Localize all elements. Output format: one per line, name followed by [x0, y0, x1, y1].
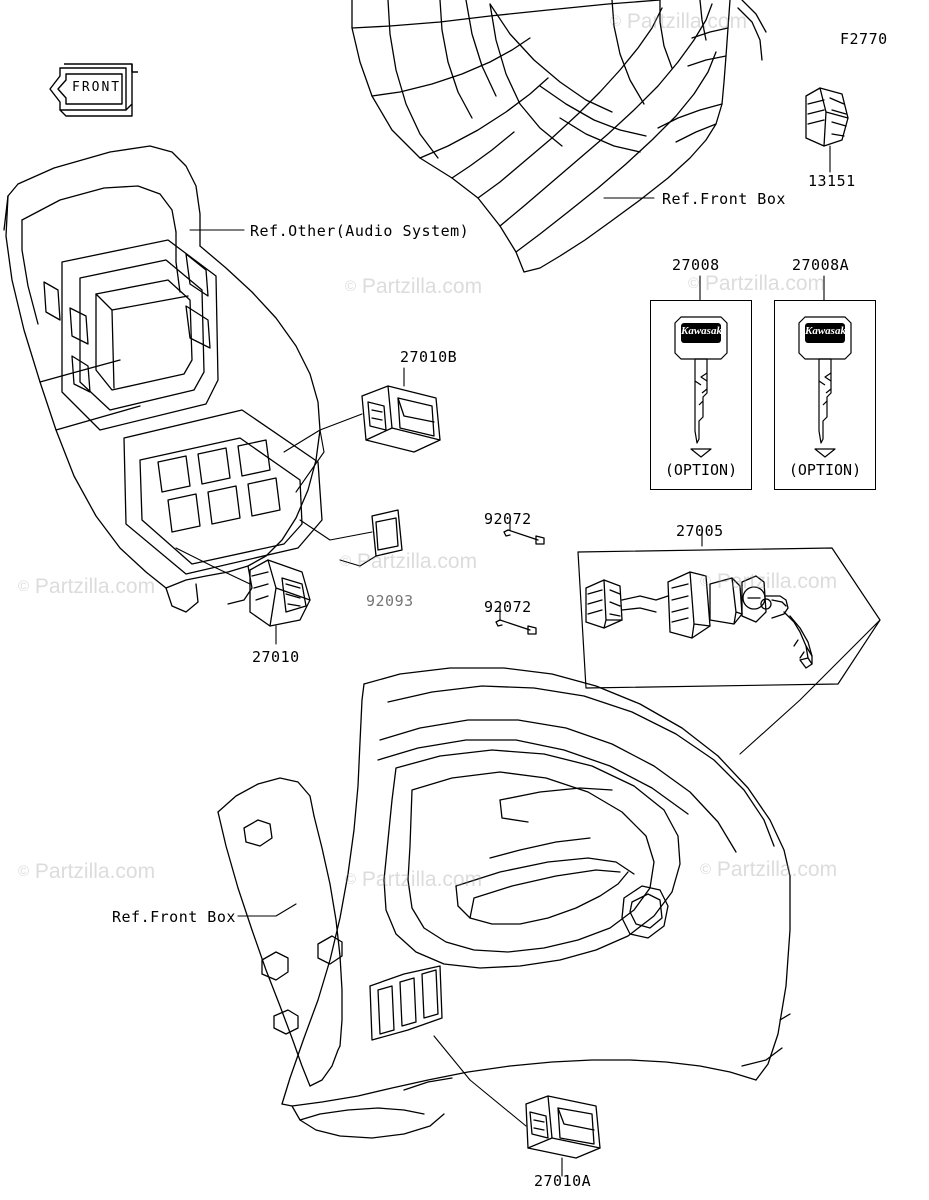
- kawasaki-logo-text-27008a: Kawasaki: [805, 325, 850, 337]
- callout-27008: 27008: [672, 256, 720, 274]
- watermark: © Partzilla.com: [700, 858, 838, 881]
- watermark: © Partzilla.com: [688, 272, 826, 295]
- watermark: © Partzilla.com: [610, 10, 748, 33]
- callout-92093: 92093: [366, 592, 414, 610]
- callout-27010: 27010: [252, 648, 300, 666]
- ref-front-box-top: Ref.Front Box: [662, 190, 786, 208]
- watermark: © Partzilla.com: [18, 860, 156, 883]
- callout-92072-lower: 92072: [484, 598, 532, 616]
- watermark: © Partzilla.com: [345, 868, 483, 891]
- watermark: © Partzilla.com: [700, 570, 838, 593]
- callout-27010a: 27010A: [534, 1172, 592, 1190]
- option-label-27008: (OPTION): [664, 461, 738, 479]
- callout-27010b: 27010B: [400, 348, 458, 366]
- key-option-box-27008: [650, 300, 752, 490]
- ref-front-box-bottom: Ref.Front Box: [112, 908, 236, 926]
- callout-92072-upper: 92072: [484, 510, 532, 528]
- callout-27008a: 27008A: [792, 256, 850, 274]
- watermark: © Partzilla.com: [345, 275, 483, 298]
- option-label-27008a: (OPTION): [788, 461, 862, 479]
- diagram-code: F2770: [840, 30, 888, 48]
- front-arrow-label: FRONT: [72, 80, 122, 95]
- kawasaki-logo-text-27008: Kawasaki: [681, 325, 726, 337]
- key-option-box-27008a: [774, 300, 876, 490]
- front-direction-badge: [46, 58, 138, 124]
- callout-27005: 27005: [676, 522, 724, 540]
- watermark: © Partzilla.com: [18, 575, 156, 598]
- ref-audio-system: Ref.Other(Audio System): [250, 222, 470, 240]
- watermark: © Partzilla.com: [340, 550, 478, 573]
- callout-13151: 13151: [808, 172, 856, 190]
